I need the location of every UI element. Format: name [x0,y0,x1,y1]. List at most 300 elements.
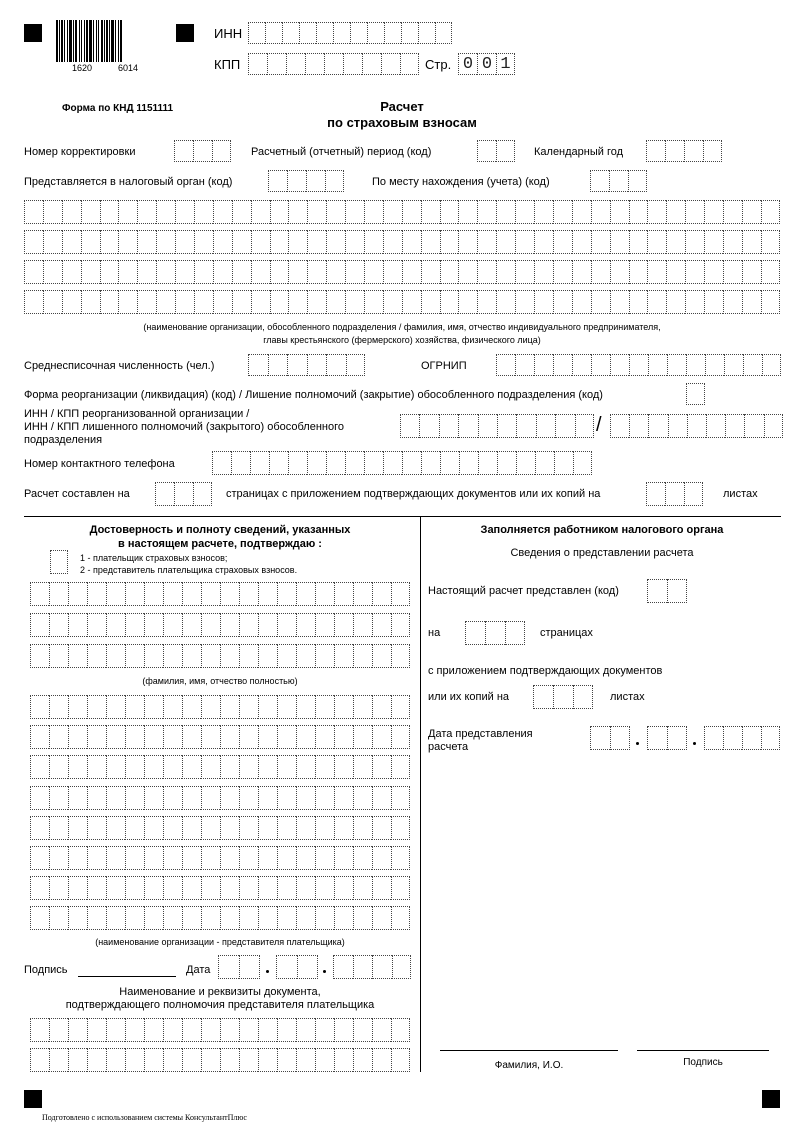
input-cell[interactable] [49,906,68,930]
rep-org-row[interactable] [30,906,410,930]
input-cell[interactable] [125,695,144,719]
input-cell[interactable] [201,613,220,637]
date-month-field[interactable] [276,955,318,979]
input-cell[interactable] [296,1018,315,1042]
input-cell[interactable] [49,876,68,900]
input-cell[interactable] [125,816,144,840]
input-cell[interactable] [125,644,144,668]
input-cell[interactable] [277,876,296,900]
input-cell[interactable] [68,725,87,749]
input-cell[interactable] [334,876,353,900]
input-cell[interactable] [307,260,326,284]
input-cell[interactable] [49,755,68,779]
input-cell[interactable] [307,354,327,376]
input-cell[interactable] [265,22,282,44]
input-cell[interactable] [629,260,648,284]
input-cell[interactable] [258,613,277,637]
input-cell[interactable] [316,22,333,44]
input-cell[interactable] [81,200,100,224]
input-cell[interactable] [239,955,260,979]
input-cell[interactable] [87,644,106,668]
input-cell[interactable] [125,582,144,606]
input-cell[interactable] [175,200,194,224]
input-cell[interactable] [345,290,364,314]
input-cell[interactable] [288,230,307,254]
input-cell[interactable] [201,1048,220,1072]
input-cell[interactable] [288,260,307,284]
org-name-row[interactable] [24,200,780,224]
input-cell[interactable] [534,354,553,376]
input-cell[interactable] [296,816,315,840]
submitted-sheets-field[interactable] [533,685,593,709]
input-cell[interactable] [647,579,667,603]
input-cell[interactable] [515,200,534,224]
input-cell[interactable] [307,451,326,475]
input-cell[interactable] [296,582,315,606]
input-cell[interactable] [391,1018,410,1042]
input-cell[interactable] [49,613,68,637]
input-cell[interactable] [572,260,591,284]
input-cell[interactable] [49,846,68,870]
page-number-field[interactable] [458,53,515,75]
input-cell[interactable] [156,290,175,314]
input-cell[interactable] [572,354,591,376]
input-cell[interactable] [307,200,326,224]
input-cell[interactable] [106,1018,125,1042]
input-cell[interactable] [496,230,515,254]
input-cell[interactable] [497,414,516,438]
input-cell[interactable] [49,786,68,810]
input-cell[interactable] [277,846,296,870]
input-cell[interactable] [87,786,106,810]
input-cell[interactable] [30,695,49,719]
input-cell[interactable] [30,786,49,810]
input-cell[interactable] [49,725,68,749]
input-cell[interactable] [106,816,125,840]
input-cell[interactable] [648,414,667,438]
input-cell[interactable] [421,230,440,254]
input-cell[interactable] [239,613,258,637]
input-cell[interactable] [372,1048,391,1072]
input-cell[interactable] [277,582,296,606]
input-cell[interactable] [668,414,687,438]
input-cell[interactable] [100,230,119,254]
input-cell[interactable] [277,816,296,840]
input-cell[interactable] [212,140,231,162]
input-cell[interactable] [258,1048,277,1072]
input-cell[interactable] [496,200,515,224]
input-cell[interactable] [106,906,125,930]
input-cell[interactable] [125,613,144,637]
input-cell[interactable] [364,260,383,284]
reorg-inn-field[interactable] [400,414,594,438]
input-cell[interactable] [62,260,81,284]
input-cell[interactable] [723,726,742,750]
input-cell[interactable] [220,786,239,810]
input-cell[interactable] [353,613,372,637]
input-cell[interactable] [49,1018,68,1042]
input-cell[interactable] [163,1018,182,1042]
input-cell[interactable] [353,695,372,719]
input-cell[interactable] [629,354,648,376]
sheets-count-field[interactable] [646,482,703,506]
input-cell[interactable] [315,1018,334,1042]
input-cell[interactable] [62,230,81,254]
input-cell[interactable] [573,685,593,709]
input-cell[interactable] [391,786,410,810]
input-cell[interactable] [106,644,125,668]
input-cell[interactable] [647,200,666,224]
input-cell[interactable] [87,755,106,779]
input-cell[interactable] [239,906,258,930]
input-cell[interactable] [288,290,307,314]
input-cell[interactable] [364,451,383,475]
input-cell[interactable] [182,906,201,930]
input-cell[interactable] [647,230,666,254]
input-cell[interactable] [297,955,318,979]
input-cell[interactable] [220,1048,239,1072]
input-cell[interactable] [383,290,402,314]
input-cell[interactable] [277,1018,296,1042]
input-cell[interactable] [43,230,62,254]
input-cell[interactable] [201,876,220,900]
input-cell[interactable] [629,200,648,224]
input-cell[interactable] [742,200,761,224]
input-cell[interactable] [496,140,515,162]
input-cell[interactable] [194,230,213,254]
input-cell[interactable] [277,755,296,779]
input-cell[interactable] [232,200,251,224]
inn-field[interactable] [248,22,452,44]
input-cell[interactable] [353,846,372,870]
input-cell[interactable] [591,354,610,376]
input-cell[interactable] [477,260,496,284]
input-cell[interactable] [685,290,704,314]
input-cell[interactable] [761,200,780,224]
input-cell[interactable] [666,290,685,314]
input-cell[interactable] [282,22,299,44]
input-cell[interactable] [174,140,193,162]
input-cell[interactable] [100,200,119,224]
input-cell[interactable] [296,906,315,930]
officer-signature-line[interactable] [637,1050,769,1051]
input-cell[interactable] [391,644,410,668]
input-cell[interactable] [24,260,43,284]
input-cell[interactable] [182,876,201,900]
input-cell[interactable] [704,290,723,314]
input-cell[interactable] [515,354,534,376]
input-cell[interactable] [402,200,421,224]
input-cell[interactable] [137,230,156,254]
input-cell[interactable] [591,260,610,284]
input-cell[interactable] [326,200,345,224]
input-cell[interactable] [334,1018,353,1042]
input-cell[interactable] [647,290,666,314]
input-cell[interactable] [372,786,391,810]
input-cell[interactable] [231,451,250,475]
input-cell[interactable] [220,755,239,779]
input-cell[interactable] [296,846,315,870]
input-cell[interactable] [87,876,106,900]
input-cell[interactable] [30,582,49,606]
input-cell[interactable] [182,613,201,637]
input-cell[interactable] [372,955,392,979]
input-cell[interactable] [106,876,125,900]
input-cell[interactable] [296,613,315,637]
input-cell[interactable] [372,816,391,840]
input-cell[interactable] [296,755,315,779]
input-cell[interactable] [610,354,629,376]
fio-row[interactable] [30,613,410,637]
input-cell[interactable] [106,613,125,637]
input-cell[interactable] [345,200,364,224]
input-cell[interactable] [372,613,391,637]
input-cell[interactable] [270,200,289,224]
input-cell[interactable] [553,290,572,314]
input-cell[interactable] [277,725,296,749]
input-cell[interactable] [144,786,163,810]
input-cell[interactable] [764,414,783,438]
input-cell[interactable] [610,260,629,284]
input-cell[interactable] [647,726,667,750]
input-cell[interactable] [288,200,307,224]
input-cell[interactable] [174,482,193,506]
input-cell[interactable] [667,726,687,750]
input-cell[interactable] [435,22,452,44]
submitted-pages-field[interactable] [465,621,525,645]
input-cell[interactable] [609,170,628,192]
input-cell[interactable] [591,200,610,224]
input-cell[interactable] [554,451,573,475]
input-cell[interactable] [629,414,648,438]
input-cell[interactable] [175,230,194,254]
input-cell[interactable] [326,260,345,284]
input-cell[interactable] [100,260,119,284]
submitted-code-field[interactable] [647,579,687,603]
input-cell[interactable] [590,726,610,750]
input-cell[interactable] [459,451,478,475]
input-cell[interactable] [334,755,353,779]
input-cell[interactable] [686,354,705,376]
input-cell[interactable] [239,582,258,606]
input-cell[interactable] [106,846,125,870]
input-cell[interactable] [24,290,43,314]
input-cell[interactable] [163,695,182,719]
phone-field[interactable] [212,451,592,475]
rep-org-row[interactable] [30,695,410,719]
input-cell[interactable] [258,582,277,606]
rep-org-row[interactable] [30,786,410,810]
input-cell[interactable] [515,260,534,284]
input-cell[interactable] [201,582,220,606]
input-cell[interactable] [220,695,239,719]
input-cell[interactable] [353,755,372,779]
input-cell[interactable] [258,876,277,900]
input-cell[interactable] [647,260,666,284]
input-cell[interactable] [685,200,704,224]
input-cell[interactable] [572,230,591,254]
input-cell[interactable] [68,644,87,668]
input-cell[interactable] [156,200,175,224]
input-cell[interactable] [201,816,220,840]
input-cell[interactable] [296,725,315,749]
input-cell[interactable] [723,260,742,284]
input-cell[interactable] [646,140,665,162]
input-cell[interactable] [667,354,686,376]
input-cell[interactable] [334,846,353,870]
input-cell[interactable] [125,846,144,870]
input-cell[interactable] [535,451,554,475]
ogrnip-field[interactable] [496,354,781,376]
input-cell[interactable] [723,290,742,314]
input-cell[interactable] [87,582,106,606]
calendar-year-field[interactable] [646,140,722,162]
rep-org-row[interactable] [30,755,410,779]
input-cell[interactable] [684,140,703,162]
input-cell[interactable] [685,230,704,254]
confirm-type-field[interactable] [50,550,68,574]
input-cell[interactable] [383,230,402,254]
input-cell[interactable] [163,876,182,900]
input-cell[interactable] [477,200,496,224]
input-cell[interactable] [364,290,383,314]
input-cell[interactable] [49,816,68,840]
tax-authority-field[interactable] [268,170,344,192]
input-cell[interactable] [232,230,251,254]
input-cell[interactable] [239,1018,258,1042]
input-cell[interactable] [591,290,610,314]
input-cell[interactable] [68,816,87,840]
input-cell[interactable] [270,260,289,284]
input-cell[interactable] [144,906,163,930]
input-cell[interactable] [364,230,383,254]
input-cell[interactable] [573,451,592,475]
input-cell[interactable] [326,290,345,314]
input-cell[interactable] [296,786,315,810]
input-cell[interactable] [220,725,239,749]
input-cell[interactable] [220,876,239,900]
input-cell[interactable] [239,816,258,840]
input-cell[interactable] [383,260,402,284]
input-cell[interactable] [248,53,267,75]
org-name-row[interactable] [24,230,780,254]
input-cell[interactable] [248,22,265,44]
input-cell[interactable] [401,22,418,44]
input-cell[interactable] [258,725,277,749]
input-cell[interactable] [648,354,667,376]
input-cell[interactable] [62,200,81,224]
input-cell[interactable] [68,786,87,810]
input-cell[interactable] [391,582,410,606]
input-cell[interactable] [125,786,144,810]
location-field[interactable] [590,170,647,192]
rep-org-row[interactable] [30,846,410,870]
input-cell[interactable] [193,140,212,162]
input-cell[interactable] [477,230,496,254]
input-cell[interactable] [106,1048,125,1072]
input-cell[interactable] [665,140,684,162]
input-cell[interactable] [213,290,232,314]
input-cell[interactable] [232,260,251,284]
input-cell[interactable] [87,906,106,930]
input-cell[interactable] [212,451,231,475]
input-cell[interactable] [251,200,270,224]
input-cell[interactable] [465,621,485,645]
input-cell[interactable] [87,695,106,719]
input-cell[interactable] [742,290,761,314]
input-cell[interactable] [315,786,334,810]
input-cell[interactable] [723,230,742,254]
reorg-kpp-field[interactable] [610,414,783,438]
input-cell[interactable] [743,354,762,376]
input-cell[interactable] [106,755,125,779]
input-cell[interactable] [286,53,305,75]
input-cell[interactable] [220,816,239,840]
input-cell[interactable] [137,200,156,224]
input-cell[interactable] [163,816,182,840]
input-cell[interactable] [68,582,87,606]
input-cell[interactable] [220,613,239,637]
input-cell[interactable] [87,1018,106,1042]
input-cell[interactable] [287,354,307,376]
input-cell[interactable] [515,230,534,254]
input-cell[interactable] [315,816,334,840]
input-cell[interactable] [553,230,572,254]
input-cell[interactable] [704,230,723,254]
rep-org-row[interactable] [30,876,410,900]
input-cell[interactable] [353,876,372,900]
input-cell[interactable] [306,170,325,192]
input-cell[interactable] [239,846,258,870]
input-cell[interactable] [270,290,289,314]
input-cell[interactable] [81,290,100,314]
input-cell[interactable] [315,876,334,900]
input-cell[interactable] [62,290,81,314]
input-cell[interactable] [182,846,201,870]
input-cell[interactable] [239,695,258,719]
pages-count-field[interactable] [155,482,212,506]
input-cell[interactable] [106,695,125,719]
input-cell[interactable] [258,906,277,930]
input-cell[interactable] [345,451,364,475]
input-cell[interactable] [118,290,137,314]
input-cell[interactable] [705,354,724,376]
input-cell[interactable] [144,644,163,668]
input-cell[interactable] [251,260,270,284]
input-cell[interactable] [68,695,87,719]
input-cell[interactable] [383,451,402,475]
input-cell[interactable] [30,1048,49,1072]
input-cell[interactable] [704,200,723,224]
input-cell[interactable] [30,725,49,749]
input-cell[interactable] [440,260,459,284]
input-cell[interactable] [742,726,761,750]
input-cell[interactable] [534,200,553,224]
input-cell[interactable] [144,755,163,779]
input-cell[interactable] [182,695,201,719]
input-cell[interactable] [182,786,201,810]
input-cell[interactable] [220,644,239,668]
input-cell[interactable] [258,755,277,779]
input-cell[interactable] [315,695,334,719]
input-cell[interactable] [163,755,182,779]
input-cell[interactable] [30,755,49,779]
input-cell[interactable] [555,414,574,438]
input-cell[interactable] [350,22,367,44]
input-cell[interactable] [258,1018,277,1042]
input-cell[interactable] [497,451,516,475]
input-cell[interactable] [665,482,684,506]
